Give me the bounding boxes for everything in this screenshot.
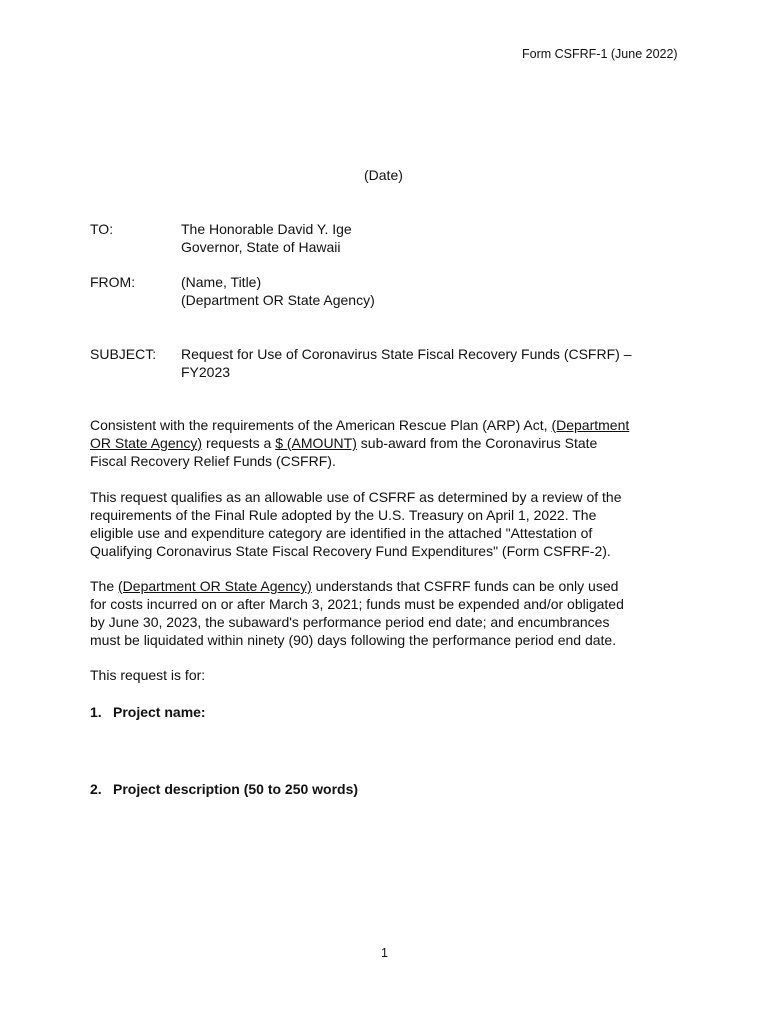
to-name: The Honorable David Y. Ige [181, 221, 352, 237]
subject-line-2: FY2023 [181, 364, 231, 380]
subject-line-1: Request for Use of Coronavirus State Fiscal Recovery Funds (CSFRF) – [181, 346, 632, 362]
from-label: FROM: [90, 274, 136, 290]
paragraph-arp-act [90, 416, 690, 470]
para1-mid: requests a [202, 435, 276, 451]
request-intro: This request is for: [90, 667, 206, 683]
date-placeholder: (Date) [364, 167, 403, 183]
para3-post: understands that CSFRF funds can be only used [311, 578, 619, 594]
subject-label: SUBJECT: [90, 346, 157, 362]
amount-placeholder: $ (AMOUNT) [275, 435, 357, 451]
para2-line-3: eligible use and expenditure category are identified in the attached "Attestation of [90, 525, 593, 541]
para3-pre: The [90, 578, 119, 594]
agency-placeholder: OR State Agency) [90, 435, 203, 451]
from-department: (Department OR State Agency) [181, 292, 375, 308]
para2-line-4: Qualifying Coronavirus State Fiscal Recovery Fund Expenditures" (Form CSFRF-2). [90, 543, 611, 559]
item-2-project-description: Project description (50 to 250 words) [113, 781, 359, 797]
department-placeholder: (Department [551, 417, 630, 433]
paragraph-final-rule [90, 488, 690, 560]
para1-line-2 [90, 434, 690, 452]
para2-line-1: This request qualifies as an allowable use of CSFRF as determined by a review of the [90, 489, 622, 505]
para1-line-1 [90, 416, 690, 434]
para3-line-2: for costs incurred on or after March 3, 2021; funds must be expended and/or obligated [90, 596, 624, 612]
para1-text: Consistent with the requirements of the American Rescue Plan (ARP) Act, [90, 417, 552, 433]
para1-end: sub-award from the Coronavirus State [356, 435, 598, 451]
department-agency-placeholder: (Department OR State Agency) [118, 578, 312, 594]
para3-line-4: must be liquidated within ninety (90) days following the performance period end date. [90, 632, 617, 648]
item-1-number: 1. [90, 704, 102, 720]
paragraph-funding-terms [90, 577, 690, 649]
para3-line-1 [90, 577, 690, 595]
to-title: Governor, State of Hawaii [181, 239, 341, 255]
para2-line-2: requirements of the Final Rule adopted by the U.S. Treasury on April 1, 2022. The [90, 507, 597, 523]
from-name: (Name, Title) [181, 274, 262, 290]
item-1-project-name: Project name: [113, 704, 206, 720]
item-2-number: 2. [90, 781, 102, 797]
to-label: TO: [90, 221, 114, 237]
para3-line-3: by June 30, 2023, the subaward's performance period end date; and encumbrances [90, 614, 610, 630]
para1-line-3: Fiscal Recovery Relief Funds (CSFRF). [90, 453, 336, 469]
form-id: Form CSFRF-1 (June 2022) [522, 47, 678, 61]
page-number: 1 [381, 946, 388, 960]
